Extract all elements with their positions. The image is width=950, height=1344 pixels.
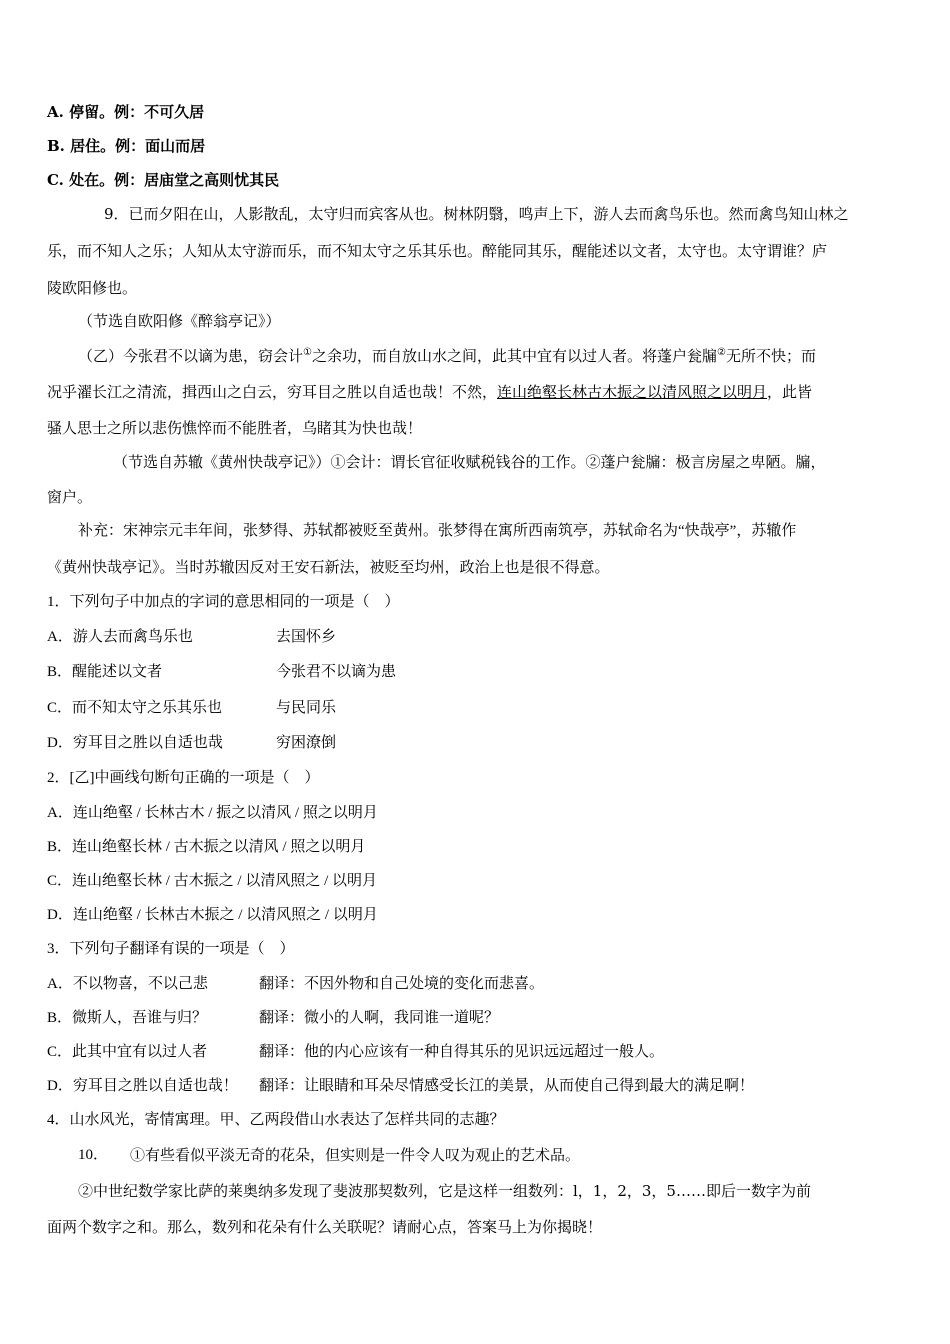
q3-option-c-translation: 翻译：他的内心应该有一种自得其乐的见识远远超过一般人。: [259, 1044, 665, 1060]
q3-stem: 3．下列句子翻译有误的一项是（ ）: [47, 941, 295, 957]
q1-option-a: A．游人去而禽鸟乐也: [47, 629, 193, 645]
passage-yi-source-cont: 窗户。: [47, 488, 93, 506]
supplement-line-2: 《黄州快哉亭记》。当时苏辙因反对王安石新法，被贬至均州，政治上也是很不得意。: [47, 560, 610, 576]
q1-option-b: B．醒能述以文者: [47, 664, 163, 680]
q2-stem: 2．[乙]中画线句断句正确的一项是（ ）: [47, 770, 320, 786]
q3-option-b-translation: 翻译：微小的人啊，我同谁一道呢？: [259, 1010, 500, 1026]
q1-option-d-compare: 穷困潦倒: [276, 735, 337, 751]
q2-option-c: C．连山绝壑长林 / 古木振之 / 以清风照之 / 以明月: [47, 873, 378, 889]
q2-option-a: A．连山绝壑 / 长林古木 / 振之以清风 / 照之以明月: [47, 805, 378, 821]
passage-yi-line-2: 况乎濯长江之清流，揖西山之白云，穷耳目之胜以自适也哉！不然，连山绝壑长林古木振之以清风照之以明月，此皆: [47, 383, 813, 401]
q2-option-d: D．连山绝壑 / 长林古木振之 / 以清风照之 / 以明月: [47, 907, 378, 923]
q10-line-2: ②中世纪数学家比萨的莱奥纳多发现了斐波那契数列，它是这样一组数列：l，1，2，3，5……即后一数字为前: [78, 1182, 811, 1200]
passage-yi-line-3: 骚人思士之所以悲伤憔悴而不能胜者，乌睹其为快也哉！: [47, 419, 423, 437]
q3-option-d: D．穷耳目之胜以自适也哉！: [47, 1078, 238, 1094]
q10-number: 10．: [78, 1147, 109, 1163]
passage-yi-source: （节选自苏辙《黄州快哉亭记》）①会计：谓长官征收赋税钱谷的工作。②蓬户瓮牖：极言房屋之卑陋。牖，: [113, 453, 826, 471]
q3-option-a-translation: 翻译：不因外物和自己处境的变化而悲喜。: [259, 976, 545, 992]
passage-jia-line-3: 陵欧阳修也。: [47, 279, 138, 297]
q4-stem: 4．山水风光，寄情寓理。甲、乙两段借山水表达了怎样共同的志趣？: [47, 1112, 505, 1128]
option-c-residence: C. 处在。例：居庙堂之高则忧其民: [47, 171, 280, 189]
footnote-1-marker: ①: [303, 347, 312, 358]
q10-line-1: ①有些看似平淡无奇的花朵，但实则是一件令人叹为观止的艺术品。: [130, 1146, 581, 1164]
option-b-residence: B. 居住。例：面山而居: [47, 137, 206, 155]
q1-option-a-compare: 去国怀乡: [276, 629, 337, 645]
q1-option-b-compare: 今张君不以谪为患: [276, 664, 397, 680]
q1-option-c-compare: 与民同乐: [276, 700, 337, 716]
q3-option-d-translation: 翻译：让眼睛和耳朵尽情感受长江的美景，从而使自己得到最大的满足啊！: [259, 1078, 755, 1094]
passage-jia-line-2: 乐，而不知人之乐；人知从太守游而乐，而不知太守之乐其乐也。醉能同其乐，醒能述以文者，太守也。太守谓谁？庐: [47, 242, 828, 260]
passage-jia-source: （节选自欧阳修《醉翁亭记》）: [78, 312, 281, 330]
q3-option-c: C．此其中宜有以过人者: [47, 1044, 208, 1060]
underlined-sentence: 连山绝壑长林古木振之以清风照之以明月: [497, 383, 768, 401]
q1-option-c: C．而不知太守之乐其乐也: [47, 700, 223, 716]
q3-option-b: B．微斯人，吾谁与归？: [47, 1010, 208, 1026]
q3-option-a: A．不以物喜，不以己悲: [47, 976, 208, 992]
q1-option-d: D．穷耳目之胜以自适也哉: [47, 735, 223, 751]
q2-option-b: B．连山绝壑长林 / 古木振之以清风 / 照之以明月: [47, 839, 366, 855]
footnote-2-marker: ②: [717, 347, 726, 358]
q1-stem: 1．下列句子中加点的字词的意思相同的一项是（ ）: [47, 594, 400, 610]
passage-jia-line-1: 9．已而夕阳在山，人影散乱，太守归而宾客从也。树林阴翳，鸣声上下，游人去而禽鸟乐也。然而禽鸟知山林之: [104, 205, 849, 223]
q10-line-3: 面两个数字之和。那么，数列和花朵有什么关联呢？请耐心点，答案马上为你揭晓！: [47, 1218, 603, 1236]
supplement-line-1: 补充：宋神宗元丰年间，张梦得、苏轼都被贬至黄州。张梦得在寓所西南筑亭，苏轼命名为“快哉亭”，苏辙作: [78, 523, 797, 539]
option-a-residence: A. 停留。例：不可久居: [47, 103, 205, 121]
passage-yi-line-1: （乙）今张君不以谪为患，窃会计①之余功，而自放山水之间，此其中宜有以过人者。将蓬户瓮牖②无所不快；而: [78, 347, 816, 365]
